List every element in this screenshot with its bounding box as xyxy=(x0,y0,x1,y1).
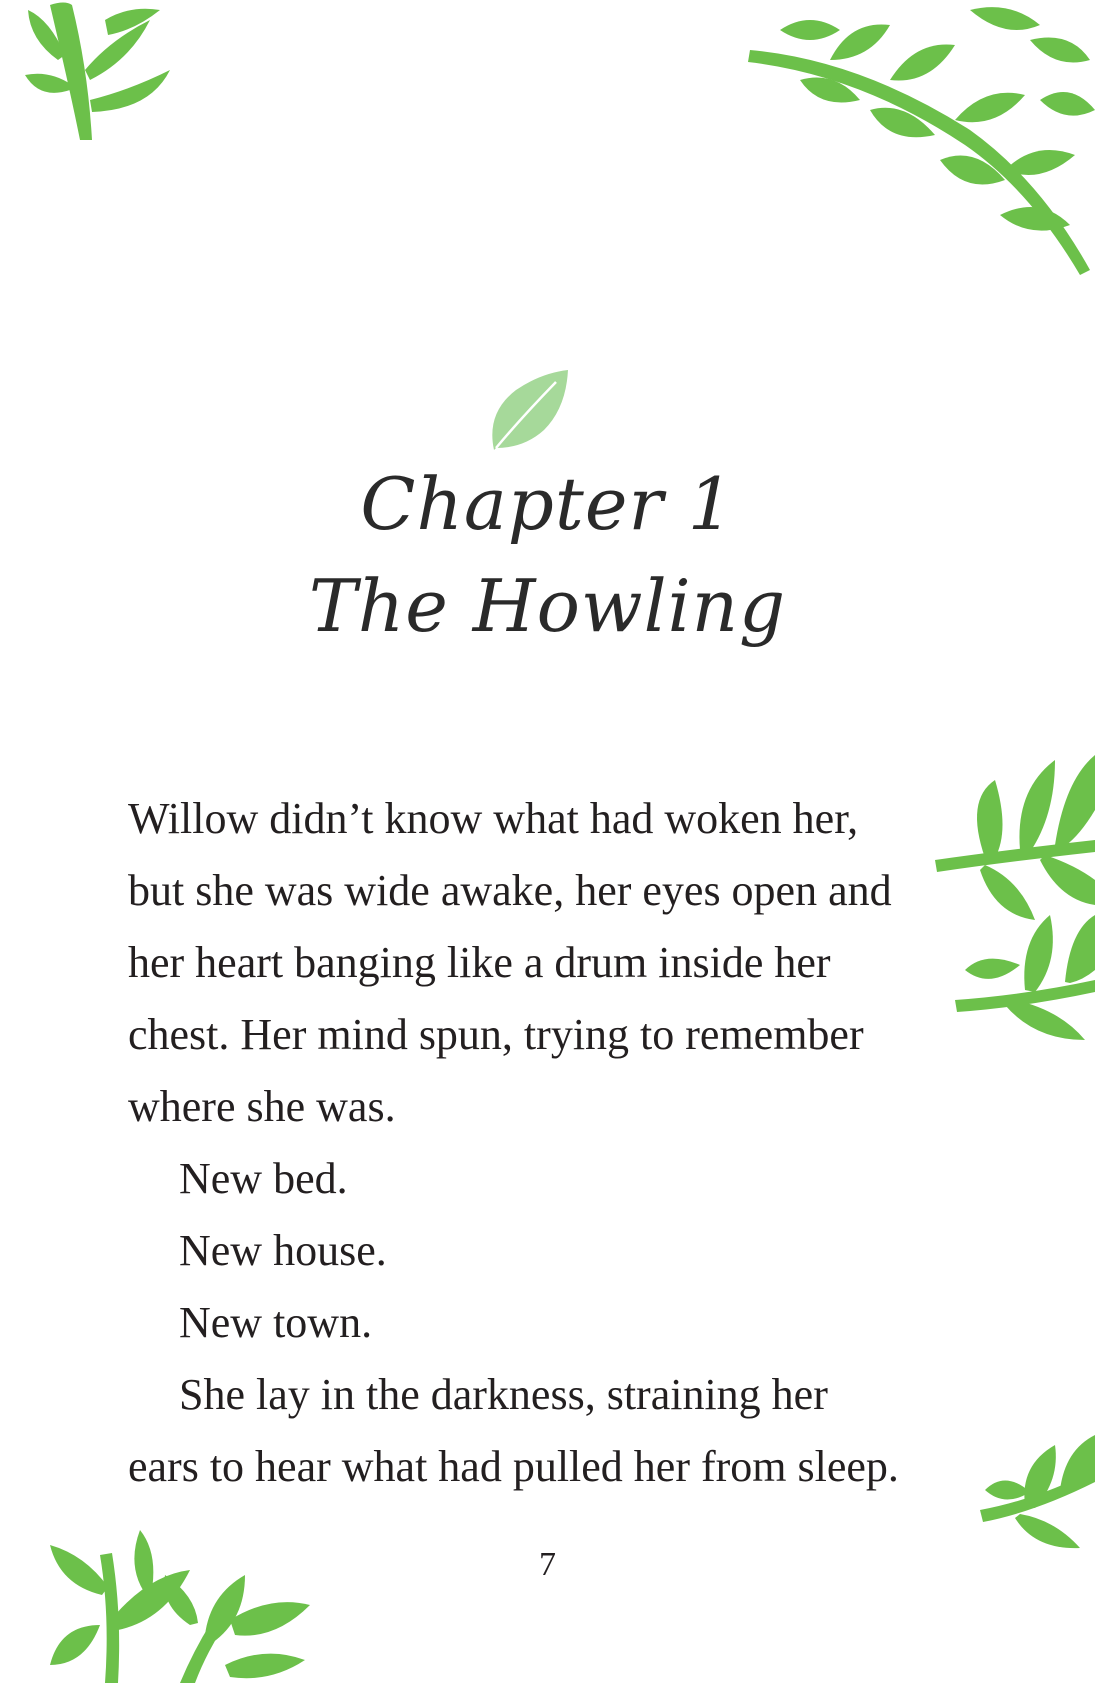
leaf-sprig-icon xyxy=(925,740,1095,1080)
chapter-title: The Howling xyxy=(308,564,787,648)
body-line: New bed. xyxy=(179,1154,348,1203)
body-line: She lay in the darkness, straining her xyxy=(179,1370,828,1419)
body-line: New house. xyxy=(179,1226,387,1275)
body-line: her heart banging like a drum inside her xyxy=(128,938,831,987)
body-line: chest. Her mind spun, trying to remember xyxy=(128,1010,864,1059)
body-line: where she was. xyxy=(128,1082,396,1131)
body-line: but she was wide awake, her eyes open and xyxy=(128,866,892,915)
leaf-sprig-icon xyxy=(10,0,200,150)
chapter-number: Chapter 1 xyxy=(360,462,735,546)
body-line: Willow didn’t know what had woken her, xyxy=(128,794,859,843)
body-line: New town. xyxy=(179,1298,373,1347)
leaf-sprig-icon xyxy=(740,0,1095,280)
leaf-ornament-icon xyxy=(486,368,570,454)
chapter-body xyxy=(128,783,928,1503)
body-line: ears to hear what had pulled her from sleep. xyxy=(128,1442,899,1491)
page-number: 7 xyxy=(539,1546,556,1583)
leaf-sprig-icon xyxy=(975,1430,1095,1560)
